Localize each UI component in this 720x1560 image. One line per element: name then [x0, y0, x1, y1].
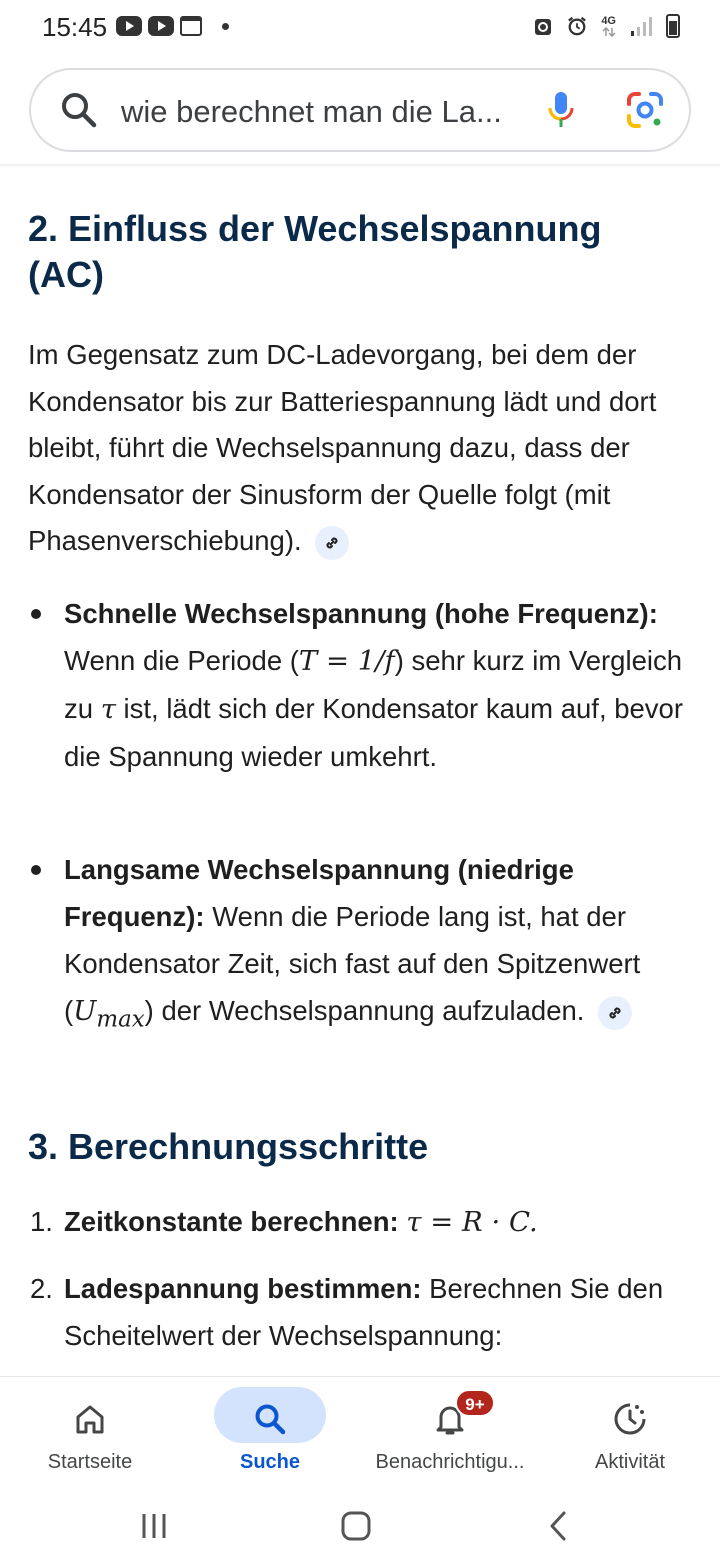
search-bar[interactable]	[29, 68, 691, 152]
formula-umax	[73, 995, 145, 1033]
recent-apps-icon[interactable]	[124, 1504, 184, 1548]
intro-text: Im Gegensatz zum DC-Ladevorgang, bei dem der Kondensator bis zur Batteriespannung lädt und dort bleibt, führt die Wechselspannung dazu, dass der Kondensator der Sinusform der Quelle folgt (mit Phasenverschiebung).	[28, 339, 657, 556]
nav-notifications-label: Benachrichtigu...	[375, 1451, 525, 1473]
list-item	[30, 1265, 694, 1359]
list-item-title: Langsame Wechselspannung (niedrige Frequenz):	[64, 854, 574, 932]
list-number: 1.	[30, 1206, 53, 1237]
system-navigation-bar	[0, 1496, 720, 1560]
section-heading-ac	[28, 206, 601, 298]
formula-subscript: max	[96, 1006, 145, 1033]
home-icon	[70, 1399, 110, 1439]
formula-time-constant: τ = R · C.	[406, 1206, 538, 1238]
nav-home[interactable]	[0, 1377, 180, 1497]
search-query[interactable]: wie berechnet man die La...	[121, 94, 502, 129]
list-item	[64, 590, 694, 780]
alarm-icon	[567, 15, 587, 37]
bullet-marker	[31, 865, 41, 875]
search-icon	[59, 90, 99, 130]
list-item-title: Schnelle Wechselspannung (hohe Frequenz):	[64, 598, 658, 629]
list-item-text: ) sehr kurz im Vergleich zu	[64, 645, 683, 724]
nav-activity[interactable]	[540, 1377, 720, 1497]
list-item-text: ist, lädt sich der Kondensator kaum auf, bevor die Spannung wieder umkehrt.	[64, 693, 684, 772]
microphone-icon[interactable]	[545, 88, 577, 132]
source-link-button[interactable]	[598, 996, 632, 1030]
link-icon	[323, 534, 341, 552]
list-item-text: Berechnen Sie den Scheitelwert der Wechselspannung:	[64, 1273, 664, 1351]
list-item-text: Wenn die Periode (	[64, 645, 299, 676]
nav-home-label: Startseite	[47, 1451, 133, 1473]
nav-notifications[interactable]	[360, 1377, 540, 1497]
battery-icon	[666, 14, 680, 38]
youtube-icon	[116, 16, 142, 36]
home-button-icon[interactable]	[326, 1504, 386, 1548]
recycle-icon	[533, 15, 553, 37]
search-icon	[250, 1399, 290, 1439]
heading-line: (AC)	[28, 254, 104, 295]
notification-badge: 9+	[455, 1389, 495, 1417]
calendar-icon	[180, 16, 202, 36]
system-status-icons	[533, 14, 680, 38]
intro-paragraph	[28, 332, 688, 565]
link-icon	[606, 1004, 624, 1022]
youtube-icon	[148, 16, 174, 36]
heading-line: 2. Einfluss der Wechselspannung	[28, 208, 602, 249]
status-time: 15:45	[42, 12, 108, 42]
more-notifications-dot-icon	[222, 23, 229, 30]
bottom-navigation	[0, 1376, 720, 1496]
network-type-label: 4G	[601, 14, 616, 27]
formula-tau: τ	[100, 693, 116, 725]
ai-answer-content	[0, 170, 720, 1376]
activity-icon	[610, 1399, 650, 1439]
section-heading-steps: 3. Berechnungsschritte	[28, 1126, 429, 1167]
list-item-title: Zeitkonstante berechnen:	[64, 1206, 399, 1237]
status-bar	[0, 0, 720, 56]
nav-activity-label: Aktivität	[594, 1451, 666, 1473]
list-item-text: ) der Wechselspannung aufzuladen.	[144, 995, 585, 1026]
back-icon[interactable]	[528, 1504, 588, 1548]
network-indicator	[601, 16, 616, 37]
notification-icons	[116, 16, 229, 36]
google-lens-icon[interactable]	[625, 90, 665, 130]
nav-search-label: Suche	[239, 1451, 301, 1473]
formula-period: T = 1/f	[298, 645, 395, 677]
list-item-text: Wenn die Periode lang ist, hat der Kondensator Zeit, sich fast auf den Spitzenwert (	[64, 901, 641, 1026]
list-item-title: Ladespannung bestimmen:	[64, 1273, 422, 1304]
bullet-marker	[31, 609, 41, 619]
list-number: 2.	[30, 1273, 53, 1304]
data-arrows-icon	[602, 27, 616, 37]
formula-symbol: U	[73, 995, 97, 1027]
header-divider	[0, 164, 720, 168]
list-item	[64, 846, 694, 1044]
source-link-button[interactable]	[315, 526, 349, 560]
signal-icon	[630, 15, 652, 37]
list-item	[30, 1198, 694, 1246]
nav-search[interactable]	[180, 1377, 360, 1497]
